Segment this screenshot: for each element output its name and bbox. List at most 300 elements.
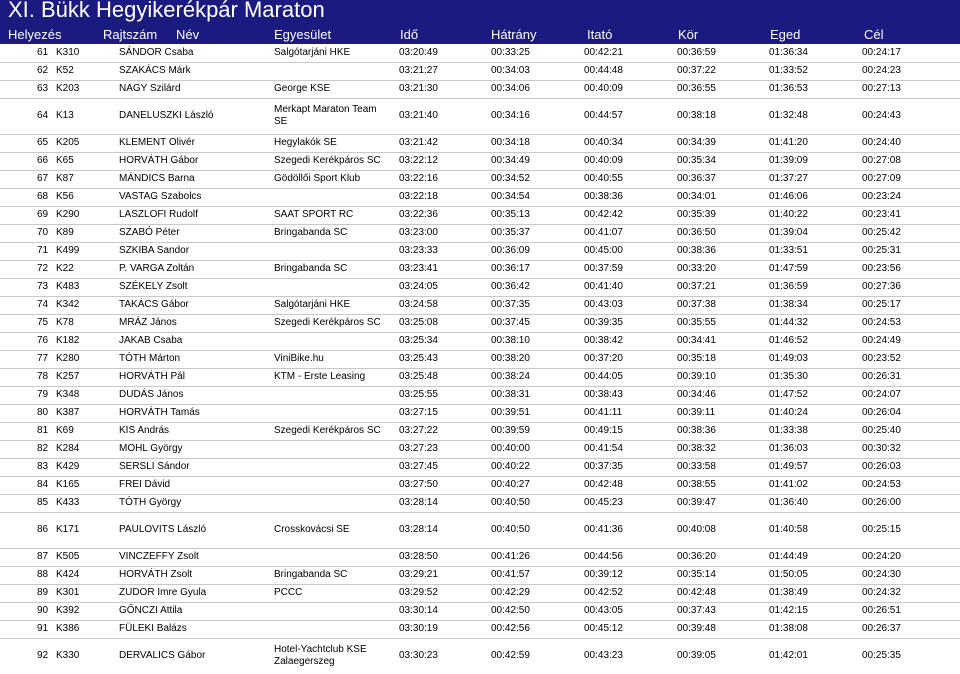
cell-gap: 00:40:22	[491, 458, 584, 476]
cell-kor: 00:35:14	[677, 566, 769, 584]
cell-cel: 00:24:30	[862, 566, 960, 584]
cell-itato: 00:38:43	[584, 386, 677, 404]
table-row	[0, 188, 960, 206]
cell-time: 03:25:48	[399, 368, 491, 386]
cell-bib: K165	[56, 476, 119, 494]
cell-time: 03:24:58	[399, 296, 491, 314]
table-row	[0, 278, 960, 296]
cell-name: SZABÓ Péter	[119, 224, 274, 242]
cell-itato: 00:44:57	[584, 98, 677, 134]
cell-cel: 00:30:32	[862, 440, 960, 458]
cell-name: DERVALICS Gábor	[119, 638, 274, 674]
cell-eged: 01:40:22	[769, 206, 862, 224]
cell-kor: 00:38:18	[677, 98, 769, 134]
cell-eged: 01:38:49	[769, 584, 862, 602]
cell-name: HORVÁTH Zsolt	[119, 566, 274, 584]
cell-club: SAAT SPORT RC	[274, 206, 399, 224]
cell-time: 03:27:45	[399, 458, 491, 476]
cell-club: Salgótarjáni HKE	[274, 46, 351, 58]
cell-bib: K301	[56, 584, 119, 602]
cell-itato: 00:39:12	[584, 566, 677, 584]
cell-kor: 00:39:10	[677, 368, 769, 386]
cell-gap: 00:38:10	[491, 332, 584, 350]
cell-itato: 00:44:48	[584, 62, 677, 80]
cell-rank: 89	[0, 584, 56, 602]
cell-eged: 01:33:51	[769, 242, 862, 260]
cell-club	[274, 242, 399, 260]
cell-club: Crosskovácsi SE	[274, 512, 399, 548]
cell-bib: K342	[56, 296, 119, 314]
cell-kor: 00:38:32	[677, 440, 769, 458]
cell-eged: 01:42:01	[769, 638, 862, 674]
cell-club: Bringabanda SC	[274, 260, 399, 278]
cell-cel: 00:24:43	[862, 98, 960, 134]
cell-kor: 00:36:50	[677, 224, 769, 242]
cell-cel: 00:24:20	[862, 548, 960, 566]
cell-eged: 01:40:24	[769, 404, 862, 422]
cell-cel: 00:26:03	[862, 458, 960, 476]
table-row	[0, 440, 960, 458]
cell-cel: 00:24:17	[862, 46, 901, 58]
cell-rank: 81	[0, 422, 56, 440]
cell-time: 03:21:42	[399, 134, 491, 152]
results-table	[0, 44, 960, 674]
cell-rank: 69	[0, 206, 56, 224]
cell-cel: 00:24:49	[862, 332, 960, 350]
cell-gap: 00:34:18	[491, 134, 584, 152]
cell-kor: 00:37:21	[677, 278, 769, 296]
table-row	[0, 242, 960, 260]
table-row	[0, 548, 960, 566]
cell-name: VASTAG Szabolcs	[119, 188, 274, 206]
cell-eged: 01:36:59	[769, 278, 862, 296]
table-row	[0, 584, 960, 602]
cell-rank: 92	[0, 638, 56, 674]
cell-cel: 00:25:40	[862, 422, 960, 440]
cell-time: 03:28:50	[399, 548, 491, 566]
cell-kor: 00:35:55	[677, 314, 769, 332]
col-header-gap: Hátrány	[491, 27, 537, 42]
cell-kor: 00:40:08	[677, 512, 769, 548]
cell-gap: 00:33:25	[491, 46, 530, 58]
cell-gap: 00:36:17	[491, 260, 584, 278]
cell-cel: 00:25:42	[862, 224, 960, 242]
cell-itato: 00:40:09	[584, 80, 677, 98]
cell-time: 03:29:21	[399, 566, 491, 584]
cell-kor: 00:36:37	[677, 170, 769, 188]
cell-bib: K280	[56, 350, 119, 368]
cell-itato: 00:44:56	[584, 548, 677, 566]
cell-club	[274, 404, 399, 422]
cell-name: HORVÁTH Gábor	[119, 152, 274, 170]
cell-name: MOHL György	[119, 440, 274, 458]
cell-cel: 00:27:09	[862, 170, 960, 188]
table-row	[0, 620, 960, 638]
cell-eged: 01:36:40	[769, 494, 862, 512]
cell-rank: 76	[0, 332, 56, 350]
cell-club	[274, 620, 399, 638]
cell-name: MRÁZ János	[119, 314, 274, 332]
cell-eged: 01:46:52	[769, 332, 862, 350]
cell-itato: 00:38:42	[584, 332, 677, 350]
cell-gap: 00:37:45	[491, 314, 584, 332]
cell-eged: 01:44:49	[769, 548, 862, 566]
cell-kor: 00:33:20	[677, 260, 769, 278]
cell-rank: 78	[0, 368, 56, 386]
cell-itato: 00:41:07	[584, 224, 677, 242]
cell-eged: 01:33:38	[769, 422, 862, 440]
cell-eged: 01:32:48	[769, 98, 862, 134]
cell-kor: 00:36:20	[677, 548, 769, 566]
cell-gap: 00:40:50	[491, 494, 584, 512]
cell-cel: 00:26:04	[862, 404, 960, 422]
cell-eged: 01:36:03	[769, 440, 862, 458]
cell-club	[274, 440, 399, 458]
cell-bib: K182	[56, 332, 119, 350]
cell-club: Bringabanda SC	[274, 224, 399, 242]
cell-time: 03:23:33	[399, 242, 491, 260]
cell-cel: 00:26:31	[862, 368, 960, 386]
cell-time: 03:29:52	[399, 584, 491, 602]
cell-eged: 01:47:59	[769, 260, 862, 278]
cell-rank: 62	[0, 62, 56, 80]
cell-time: 03:20:49	[399, 46, 438, 58]
cell-gap: 00:38:20	[491, 350, 584, 368]
cell-name: KIS András	[119, 422, 274, 440]
cell-time: 03:21:40	[399, 98, 491, 134]
col-header-cel: Cél	[864, 27, 884, 42]
cell-name: KLEMENT Olivér	[119, 134, 274, 152]
col-header-kor: Kör	[678, 27, 699, 42]
cell-bib: K257	[56, 368, 119, 386]
results-body	[0, 44, 960, 674]
table-row	[0, 350, 960, 368]
cell-itato: 00:45:23	[584, 494, 677, 512]
cell-club	[274, 458, 399, 476]
cell-gap: 00:34:49	[491, 152, 584, 170]
cell-name: TÓTH György	[119, 494, 274, 512]
cell-cel: 00:25:17	[862, 296, 960, 314]
table-row	[0, 638, 960, 674]
table-row	[0, 494, 960, 512]
cell-name: SZÉKELY Zsolt	[119, 278, 274, 296]
cell-name: LASZLOFI Rudolf	[119, 206, 274, 224]
table-row	[0, 224, 960, 242]
cell-bib: K392	[56, 602, 119, 620]
cell-cel: 00:26:51	[862, 602, 960, 620]
cell-kor: 00:34:46	[677, 386, 769, 404]
cell-rank: 83	[0, 458, 56, 476]
cell-club: PCCC	[274, 584, 399, 602]
cell-bib: K499	[56, 242, 119, 260]
cell-gap: 00:36:09	[491, 242, 584, 260]
cell-gap: 00:42:29	[491, 584, 584, 602]
cell-gap: 00:34:06	[491, 80, 584, 98]
table-row	[0, 296, 960, 314]
cell-gap: 00:34:54	[491, 188, 584, 206]
cell-time: 03:25:43	[399, 350, 491, 368]
cell-gap: 00:35:13	[491, 206, 584, 224]
cell-kor: 00:36:55	[677, 80, 769, 98]
cell-rank: 65	[0, 134, 56, 152]
cell-gap: 00:42:50	[491, 602, 584, 620]
cell-itato: 00:43:23	[584, 638, 677, 674]
cell-club: Hegylakók SE	[274, 134, 399, 152]
table-row	[0, 368, 960, 386]
cell-name: HORVÁTH Tamás	[119, 404, 274, 422]
col-header-itato: Itató	[587, 27, 613, 42]
cell-gap: 00:41:26	[491, 548, 584, 566]
cell-eged: 01:37:27	[769, 170, 862, 188]
cell-rank: 87	[0, 548, 56, 566]
cell-kor: 00:36:59	[677, 46, 716, 58]
cell-itato: 00:37:59	[584, 260, 677, 278]
cell-bib: K87	[56, 170, 119, 188]
cell-club: Gödöllői Sport Klub	[274, 170, 399, 188]
cell-eged: 01:38:34	[769, 296, 862, 314]
cell-time: 03:28:14	[399, 494, 491, 512]
cell-rank: 82	[0, 440, 56, 458]
cell-bib: K65	[56, 152, 119, 170]
cell-club	[274, 602, 399, 620]
table-row	[0, 314, 960, 332]
cell-kor: 00:34:39	[677, 134, 769, 152]
cell-eged: 01:36:34	[769, 46, 808, 58]
table-row	[0, 512, 960, 548]
cell-itato: 00:43:05	[584, 602, 677, 620]
cell-kor: 00:39:48	[677, 620, 769, 638]
cell-bib: K429	[56, 458, 119, 476]
col-header-bib: Rajtszám	[103, 27, 158, 42]
cell-time: 03:22:18	[399, 188, 491, 206]
cell-name: P. VARGA Zoltán	[119, 260, 274, 278]
cell-name: MÁNDICS Barna	[119, 170, 274, 188]
cell-rank: 84	[0, 476, 56, 494]
cell-cel: 00:23:56	[862, 260, 960, 278]
cell-gap: 00:38:31	[491, 386, 584, 404]
cell-bib: K22	[56, 260, 119, 278]
cell-time: 03:30:14	[399, 602, 491, 620]
cell-club: Salgótarjáni HKE	[274, 296, 399, 314]
cell-itato: 00:45:00	[584, 242, 677, 260]
cell-rank: 72	[0, 260, 56, 278]
cell-cel: 00:25:15	[862, 512, 960, 548]
cell-time: 03:23:00	[399, 224, 491, 242]
cell-gap: 00:40:00	[491, 440, 584, 458]
cell-gap: 00:42:59	[491, 638, 584, 674]
cell-time: 03:22:12	[399, 152, 491, 170]
cell-rank: 67	[0, 170, 56, 188]
cell-time: 03:25:08	[399, 314, 491, 332]
cell-gap: 00:34:03	[491, 62, 584, 80]
cell-eged: 01:47:52	[769, 386, 862, 404]
cell-cel: 00:24:23	[862, 62, 960, 80]
cell-itato: 00:40:55	[584, 170, 677, 188]
header-banner	[0, 0, 960, 44]
cell-club	[274, 62, 399, 80]
cell-eged: 01:41:20	[769, 134, 862, 152]
cell-bib: K69	[56, 422, 119, 440]
cell-eged: 01:39:04	[769, 224, 862, 242]
cell-eged: 01:44:32	[769, 314, 862, 332]
cell-cel: 00:25:31	[862, 242, 960, 260]
cell-bib: K483	[56, 278, 119, 296]
table-row	[0, 206, 960, 224]
cell-itato: 00:45:12	[584, 620, 677, 638]
cell-bib: K205	[56, 134, 119, 152]
cell-gap: 00:34:16	[491, 98, 584, 134]
table-row	[0, 80, 960, 98]
cell-cel: 00:26:00	[862, 494, 960, 512]
cell-gap: 00:36:42	[491, 278, 584, 296]
cell-bib: K330	[56, 638, 119, 674]
col-header-eged: Eged	[770, 27, 801, 42]
cell-rank: 71	[0, 242, 56, 260]
cell-itato: 00:43:03	[584, 296, 677, 314]
cell-club: ViniBike.hu	[274, 350, 399, 368]
cell-kor: 00:39:11	[677, 404, 769, 422]
cell-name: DANELUSZKI László	[119, 98, 274, 134]
cell-time: 03:30:23	[399, 638, 491, 674]
cell-gap: 00:40:27	[491, 476, 584, 494]
table-row	[0, 44, 960, 62]
cell-name: PAULOVITS László	[119, 512, 274, 548]
cell-name: GŐNCZI Attila	[119, 602, 274, 620]
cell-gap: 00:38:24	[491, 368, 584, 386]
cell-kor: 00:39:47	[677, 494, 769, 512]
table-row	[0, 98, 960, 134]
cell-itato: 00:42:21	[584, 46, 623, 58]
cell-cel: 00:24:53	[862, 476, 960, 494]
cell-rank: 91	[0, 620, 56, 638]
cell-cel: 00:24:40	[862, 134, 960, 152]
cell-rank: 74	[0, 296, 56, 314]
cell-time: 03:22:36	[399, 206, 491, 224]
cell-bib: K433	[56, 494, 119, 512]
cell-eged: 01:35:30	[769, 368, 862, 386]
cell-time: 03:24:05	[399, 278, 491, 296]
cell-rank: 85	[0, 494, 56, 512]
cell-kor: 00:35:18	[677, 350, 769, 368]
cell-rank: 61	[37, 46, 49, 58]
cell-time: 03:27:15	[399, 404, 491, 422]
cell-itato: 00:44:05	[584, 368, 677, 386]
cell-gap: 00:34:52	[491, 170, 584, 188]
cell-bib: K89	[56, 224, 119, 242]
cell-club: Szegedi Kerékpáros SC	[274, 314, 399, 332]
table-row	[0, 566, 960, 584]
cell-rank: 90	[0, 602, 56, 620]
cell-club: George KSE	[274, 80, 399, 98]
cell-rank: 63	[0, 80, 56, 98]
cell-bib: K284	[56, 440, 119, 458]
cell-kor: 00:34:41	[677, 332, 769, 350]
table-row	[0, 134, 960, 152]
cell-rank: 73	[0, 278, 56, 296]
table-row	[0, 602, 960, 620]
cell-itato: 00:39:35	[584, 314, 677, 332]
cell-gap: 00:40:50	[491, 512, 584, 548]
cell-itato: 00:38:36	[584, 188, 677, 206]
cell-kor: 00:38:55	[677, 476, 769, 494]
cell-gap: 00:41:57	[491, 566, 584, 584]
cell-bib: K52	[56, 62, 119, 80]
cell-time: 03:27:23	[399, 440, 491, 458]
cell-gap: 00:42:56	[491, 620, 584, 638]
table-row	[0, 386, 960, 404]
cell-eged: 01:36:53	[769, 80, 862, 98]
cell-club: Bringabanda SC	[274, 566, 399, 584]
cell-cel: 00:23:41	[862, 206, 960, 224]
cell-name: SERSLI Sándor	[119, 458, 274, 476]
cell-bib: K171	[56, 512, 119, 548]
table-row	[0, 404, 960, 422]
cell-rank: 80	[0, 404, 56, 422]
cell-bib: K310	[56, 46, 80, 58]
cell-name: TAKÁCS Gábor	[119, 296, 274, 314]
cell-itato: 00:42:48	[584, 476, 677, 494]
cell-cel: 00:24:53	[862, 314, 960, 332]
cell-itato: 00:40:09	[584, 152, 677, 170]
cell-cel: 00:26:37	[862, 620, 960, 638]
cell-gap: 00:39:51	[491, 404, 584, 422]
cell-club	[274, 332, 399, 350]
cell-bib: K348	[56, 386, 119, 404]
cell-itato: 00:42:52	[584, 584, 677, 602]
cell-rank: 86	[0, 512, 56, 548]
col-header-club: Egyesület	[274, 27, 332, 42]
cell-eged: 01:39:09	[769, 152, 862, 170]
cell-club	[274, 476, 399, 494]
cell-name: HORVÁTH Pál	[119, 368, 274, 386]
cell-bib: K78	[56, 314, 119, 332]
cell-club	[274, 494, 399, 512]
cell-eged: 01:42:15	[769, 602, 862, 620]
cell-cel: 00:27:36	[862, 278, 960, 296]
cell-eged: 01:49:57	[769, 458, 862, 476]
cell-bib: K203	[56, 80, 119, 98]
table-row	[0, 260, 960, 278]
cell-eged: 01:33:52	[769, 62, 862, 80]
cell-kor: 00:38:36	[677, 242, 769, 260]
cell-time: 03:27:22	[399, 422, 491, 440]
cell-gap: 00:37:35	[491, 296, 584, 314]
cell-cel: 00:27:13	[862, 80, 960, 98]
cell-kor: 00:37:38	[677, 296, 769, 314]
cell-itato: 00:37:20	[584, 350, 677, 368]
cell-bib: K387	[56, 404, 119, 422]
cell-cel: 00:25:35	[862, 638, 960, 674]
cell-eged: 01:46:06	[769, 188, 862, 206]
cell-time: 03:23:41	[399, 260, 491, 278]
cell-time: 03:28:14	[399, 512, 491, 548]
page-title: XI. Bükk Hegyikerékpár Maraton	[8, 0, 325, 22]
cell-itato: 00:41:54	[584, 440, 677, 458]
cell-name: JAKAB Csaba	[119, 332, 274, 350]
cell-club: Szegedi Kerékpáros SC	[274, 152, 399, 170]
col-header-rank: Helyezés	[8, 27, 62, 42]
table-row	[0, 332, 960, 350]
cell-rank: 75	[0, 314, 56, 332]
cell-itato: 00:42:42	[584, 206, 677, 224]
col-header-time: Idő	[400, 27, 419, 42]
cell-time: 03:21:30	[399, 80, 491, 98]
cell-time: 03:25:55	[399, 386, 491, 404]
cell-itato: 00:40:34	[584, 134, 677, 152]
cell-rank: 77	[0, 350, 56, 368]
cell-kor: 00:35:39	[677, 206, 769, 224]
cell-rank: 70	[0, 224, 56, 242]
